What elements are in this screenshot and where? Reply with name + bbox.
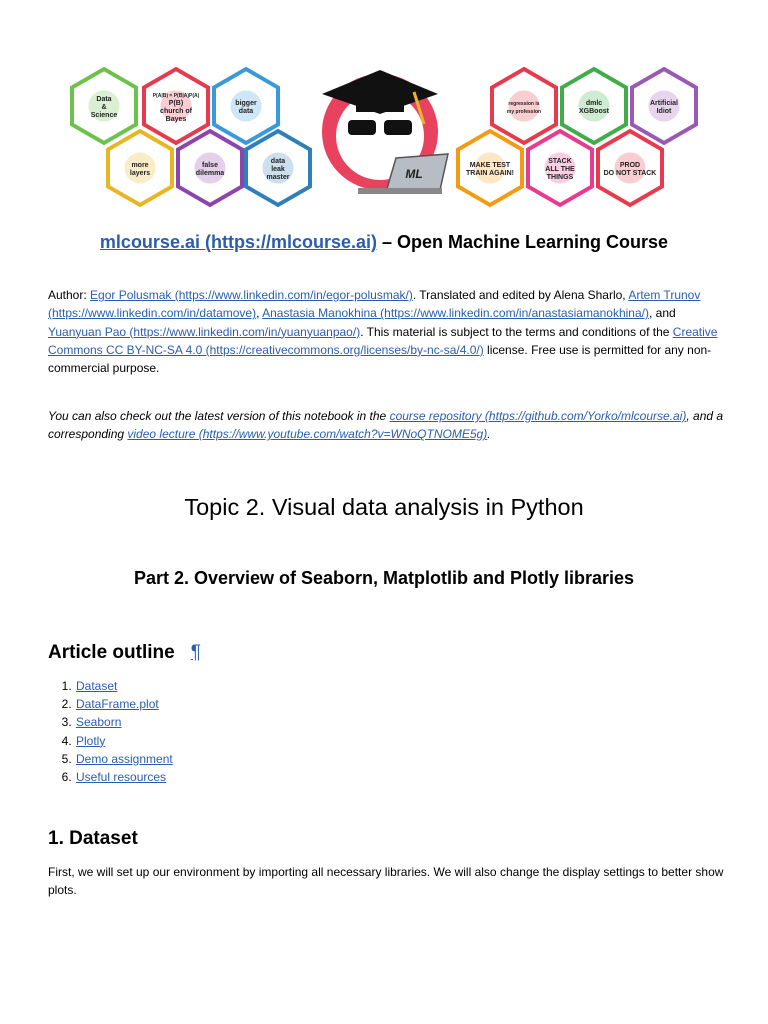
hex-sticker-label: P(A|B) = P(B|A)P(A)	[152, 93, 200, 99]
hex-sticker	[108, 131, 172, 205]
author-text-4: . This material is subject to the terms and conditions of the	[360, 324, 673, 339]
outline-item	[75, 695, 173, 713]
hex-sticker-label: THINGS	[546, 174, 574, 181]
outline-item	[75, 768, 173, 786]
hex-sticker-label: my profession	[506, 109, 542, 115]
hex-sticker-label: leak	[271, 166, 285, 173]
hex-sticker-label: bigger	[235, 100, 257, 107]
title-rest: – Open Machine Learning Course	[377, 232, 669, 252]
link-course-repository[interactable]: course repository (https://github.com/Yorko/mlcourse.ai)	[389, 409, 687, 423]
outline-link-seaborn[interactable]: Seaborn	[76, 715, 122, 730]
outline-heading	[48, 642, 201, 664]
mascot-laptop-base	[358, 188, 442, 194]
author-text-3: , and	[648, 306, 676, 321]
hex-sticker-label: dmlc	[585, 100, 603, 107]
hex-sticker	[178, 131, 242, 205]
mascot	[322, 70, 448, 194]
hex-sticker-label: regression is	[508, 101, 540, 107]
hex-sticker	[492, 69, 556, 143]
dataset-heading: 1. Dataset	[48, 828, 138, 849]
hex-sticker	[562, 69, 626, 143]
hex-sticker	[144, 69, 208, 143]
author-paragraph	[48, 286, 724, 377]
mascot-glasses-right	[384, 120, 412, 135]
topic-heading: Topic 2. Visual data analysis in Python	[184, 494, 584, 520]
hex-sticker	[598, 131, 662, 205]
mascot-glasses-left	[348, 120, 376, 135]
outline-item	[75, 677, 173, 695]
hex-sticker	[72, 69, 136, 143]
link-polusmak[interactable]: Egor Polusmak (https://www.linkedin.com/in/egor-polusmak/)	[90, 288, 413, 302]
hex-sticker-label: church of	[160, 108, 192, 115]
author-text-1: . Translated and edited by Alena Sharlo,	[412, 288, 629, 302]
outline-link-useful-resources[interactable]: Useful resources	[76, 770, 167, 785]
hex-sticker-label: master	[266, 174, 290, 181]
hex-sticker-label: Science	[90, 112, 118, 119]
hex-sticker-label: DO NOT STACK	[603, 170, 657, 177]
mlcourse-link[interactable]: mlcourse.ai (https://mlcourse.ai)	[99, 232, 377, 252]
course-banner	[60, 62, 708, 208]
hex-sticker-label: PROD	[619, 162, 641, 169]
hex-sticker-label: data	[238, 108, 254, 115]
hex-sticker-label: Artificial	[649, 100, 679, 107]
anchor-link-icon[interactable]: ¶	[190, 642, 201, 663]
outline-item	[75, 750, 173, 768]
notebook-note	[48, 407, 724, 444]
hex-sticker-label: layers	[129, 170, 151, 177]
hex-sticker-label: false	[202, 162, 218, 169]
mascot-laptop-label: ML	[405, 167, 423, 181]
outline-item	[75, 713, 173, 731]
mascot-hat-base	[356, 94, 404, 112]
hex-sticker-label: Idiot	[656, 108, 672, 115]
left-hex-stickers	[72, 69, 310, 205]
link-trunov[interactable]: Artem Trunov (https://www.linkedin.com/in/datamove)	[48, 288, 701, 321]
right-hex-stickers	[458, 69, 696, 205]
outline-heading-text: Article outline	[48, 642, 175, 663]
author-prefix: Author:	[48, 288, 91, 302]
hex-sticker-label: Data	[96, 96, 112, 103]
hex-sticker	[214, 69, 278, 143]
hex-sticker-label: P(B)	[168, 100, 184, 107]
hex-sticker-label: data	[270, 158, 286, 165]
outline-link-demo-assignment[interactable]: Demo assignment	[76, 751, 173, 766]
dataset-paragraph: First, we will set up our environment by importing all necessary libraries. We will also change the display settings to better show plots.	[48, 865, 724, 898]
hex-sticker-label: dilemma	[195, 170, 225, 177]
hex-sticker-label: more	[131, 162, 149, 169]
outline-link-dataframe-plot[interactable]: DataFrame.plot	[76, 697, 159, 712]
link-manokhina[interactable]: Anastasia Manokhina (https://www.linkedin.com/in/anastasiamanokhina/)	[262, 306, 649, 321]
article-outline-list	[48, 677, 173, 786]
author-text-5: license. Free use is permitted for any non-commercial purpose.	[48, 342, 712, 376]
outline-link-dataset[interactable]: Dataset	[76, 679, 118, 693]
hex-sticker-label: MAKE TEST	[469, 162, 511, 169]
hex-sticker-label: ALL THE	[545, 166, 575, 173]
part-heading: Part 2. Overview of Seaborn, Matplotlib and Plotly libraries	[133, 568, 635, 588]
hex-sticker-label: TRAIN AGAIN!	[466, 170, 514, 177]
outline-item	[75, 732, 173, 750]
hex-sticker-label: &	[101, 104, 107, 111]
author-text-2: ,	[256, 306, 263, 321]
page-title	[48, 232, 720, 253]
hex-sticker-label: Bayes	[165, 116, 187, 123]
note-text-1: You can also check out the latest version of this notebook in the	[48, 409, 390, 423]
note-text-3: .	[487, 427, 491, 442]
outline-link-plotly[interactable]: Plotly	[76, 733, 106, 748]
note-text-2: , and a corresponding	[48, 409, 724, 442]
link-pao[interactable]: Yuanyuan Pao (https://www.linkedin.com/in/yuanyuanpao/)	[48, 324, 361, 339]
hex-sticker	[458, 131, 522, 205]
hex-sticker	[246, 131, 310, 205]
hex-sticker-label: XGBoost	[579, 108, 609, 115]
hex-sticker	[528, 131, 592, 205]
link-license[interactable]: Creative Commons CC BY-NC-SA 4.0 (https://creativecommons.org/licenses/by-nc-sa/4.0/)	[48, 324, 718, 357]
hex-sticker-label: STACK	[548, 158, 572, 165]
hex-sticker	[632, 69, 696, 143]
link-video-lecture[interactable]: video lecture (https://www.youtube.com/watch?v=WNoQTNOME5g)	[127, 427, 488, 442]
